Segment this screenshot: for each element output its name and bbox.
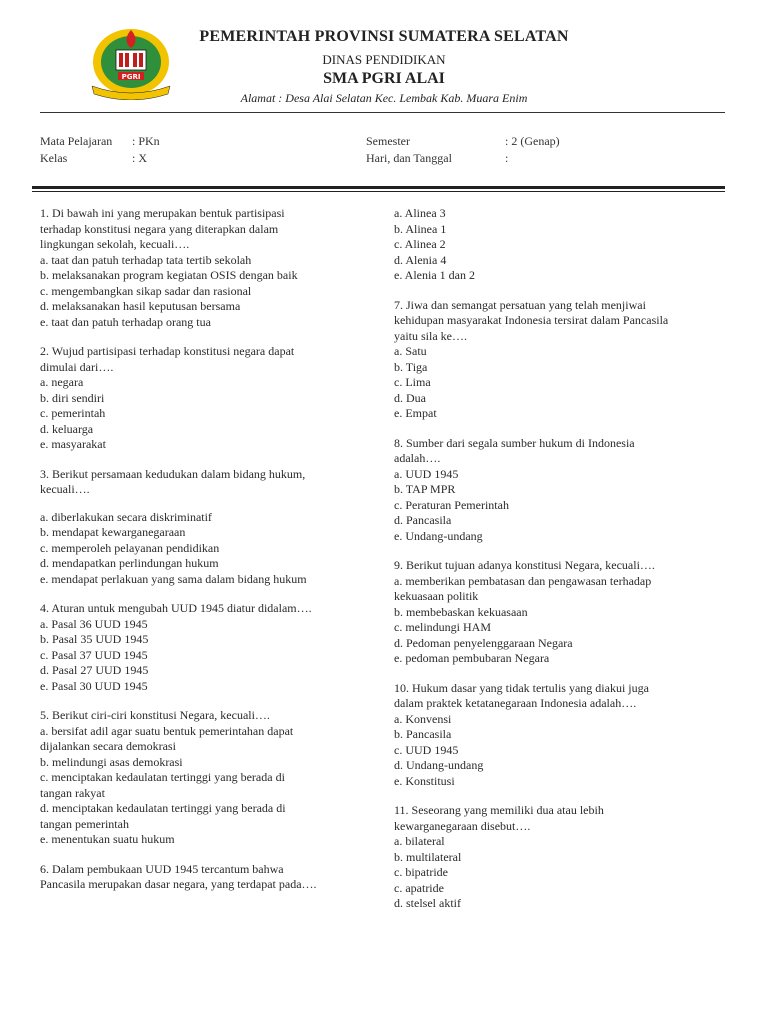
answer-option: c. Pasal 37 UUD 1945 <box>40 647 148 662</box>
answer-option: d. Alenia 4 <box>394 252 447 267</box>
question-text: terhadap konstitusi negara yang diterapkan dalam <box>40 221 279 236</box>
answer-option: a. negara <box>40 375 84 389</box>
section-divider-thin <box>32 191 725 192</box>
class-label: Kelas <box>40 151 68 165</box>
answer-option: d. Pasal 27 UUD 1945 <box>40 663 149 677</box>
question-block <box>394 558 729 667</box>
answer-option: dijalankan secara demokrasi <box>40 739 176 753</box>
header-school-name: SMA PGRI ALAI <box>323 70 445 87</box>
section-divider-thick <box>32 186 725 189</box>
answer-option: b. multilateral <box>394 849 462 864</box>
question-block <box>394 206 729 284</box>
question-text: kecuali…. <box>40 482 90 496</box>
subject-label: Mata Pelajaran <box>40 134 113 148</box>
answer-option: c. UUD 1945 <box>394 742 459 757</box>
questions-left-column <box>40 206 380 907</box>
spacer <box>40 498 380 510</box>
question-text: 2. Wujud partisipasi terhadap konstitusi negara dapat <box>40 344 295 358</box>
answer-option: a. bersifat adil agar suatu bentuk pemerintahan dapat <box>40 723 294 738</box>
answer-option: e. taat dan patuh terhadap orang tua <box>40 314 211 329</box>
question-text: 8. Sumber dari segala sumber hukum di Indonesia <box>394 435 635 450</box>
question-block <box>394 436 729 545</box>
answer-option: e. masyarakat <box>40 437 106 451</box>
answer-option: d. Undang-undang <box>394 758 484 772</box>
question-text: kewarganegaraan disebut…. <box>394 818 531 833</box>
question-text: 1. Di bawah ini yang merupakan bentuk partisipasi <box>40 206 285 220</box>
question-text: kehidupan masyarakat Indonesia tersirat dalam Pancasila <box>394 313 669 327</box>
question-text: 3. Berikut persamaan kedudukan dalam bidang hukum, <box>40 466 306 481</box>
semester-label: Semester <box>366 134 410 148</box>
answer-option: c. melindungi HAM <box>394 620 491 634</box>
answer-option: a. diberlakukan secara diskriminatif <box>40 509 212 524</box>
answer-option: a. Satu <box>394 344 427 358</box>
answer-option: c. mengembangkan sikap sadar dan rasional <box>40 283 252 298</box>
question-block <box>394 803 729 912</box>
question-text: 10. Hukum dasar yang tidak tertulis yang diakui juga <box>394 680 649 695</box>
question-block <box>40 206 380 330</box>
answer-option: e. mendapat perlakuan yang sama dalam bidang hukum <box>40 571 307 586</box>
answer-option: e. menentukan suatu hukum <box>40 832 175 846</box>
answer-option: kekuasaan politik <box>394 589 479 603</box>
question-text: 9. Berikut tujuan adanya konstitusi Negara, kecuali…. <box>394 558 655 572</box>
answer-option: c. memperoleh pelayanan pendidikan <box>40 540 220 555</box>
question-text: yaitu sila ke…. <box>394 328 467 343</box>
question-text: 6. Dalam pembukaan UUD 1945 tercantum bahwa <box>40 861 284 876</box>
answer-option: b. Alinea 1 <box>394 221 447 236</box>
answer-option: c. Alinea 2 <box>394 237 446 251</box>
answer-option: d. melaksanakan hasil keputusan bersama <box>40 299 241 313</box>
answer-option: c. pemerintah <box>40 406 106 420</box>
question-block <box>394 298 729 422</box>
question-block <box>40 467 380 588</box>
date-label: Hari, dan Tanggal <box>366 151 452 165</box>
answer-option: a. bilateral <box>394 834 445 848</box>
answer-option: b. diri sendiri <box>40 390 105 405</box>
answer-option: b. Pasal 35 UUD 1945 <box>40 632 149 646</box>
answer-option: a. Pasal 36 UUD 1945 <box>40 616 148 631</box>
answer-option: c. Lima <box>394 375 431 389</box>
header-divider <box>40 112 725 113</box>
question-text: 4. Aturan untuk mengubah UUD 1945 diatur didalam…. <box>40 601 312 615</box>
answer-option: b. mendapat kewarganegaraan <box>40 525 186 539</box>
header-government: PEMERINTAH PROVINSI SUMATERA SELATAN <box>199 28 569 45</box>
answer-option: d. Dua <box>394 390 426 405</box>
answer-option: c. bipatride <box>394 865 448 879</box>
answer-option: d. menciptakan kedaulatan tertinggi yang berada di <box>40 801 286 815</box>
answer-option: tangan rakyat <box>40 785 105 800</box>
answer-option: c. menciptakan kedaulatan tertinggi yang berada di <box>40 770 285 784</box>
question-text: Pancasila merupakan dasar negara, yang terdapat pada…. <box>40 877 317 891</box>
answer-option: d. Pedoman penyelenggaraan Negara <box>394 635 573 650</box>
question-text: adalah…. <box>394 451 441 465</box>
answer-option: b. melaksanakan program kegiatan OSIS dengan baik <box>40 268 298 282</box>
answer-option: b. melindungi asas demokrasi <box>40 754 183 769</box>
question-text: dimulai dari…. <box>40 359 114 374</box>
answer-option: d. keluarga <box>40 421 94 436</box>
question-block <box>394 681 729 790</box>
answer-option: c. Peraturan Pemerintah <box>394 497 509 512</box>
questions-right-column <box>394 206 729 926</box>
question-text: 5. Berikut ciri-ciri konstitusi Negara, kecuali…. <box>40 708 270 722</box>
answer-option: a. memberikan pembatasan dan pengawasan terhadap <box>394 573 652 588</box>
answer-option: d. stelsel aktif <box>394 896 461 910</box>
question-block <box>40 862 380 893</box>
answer-option: e. Pasal 30 UUD 1945 <box>40 678 148 693</box>
answer-option: b. Pancasila <box>394 727 452 741</box>
answer-option: a. Alinea 3 <box>394 206 446 220</box>
logo-text: PGRI <box>121 73 141 81</box>
semester-value: : 2 (Genap) <box>505 134 560 148</box>
question-text: dalam praktek ketatanegaraan Indonesia adalah…. <box>394 696 637 710</box>
answer-option: e. Konstitusi <box>394 773 455 788</box>
subject-value: : PKn <box>132 134 160 148</box>
date-value: : <box>505 151 509 165</box>
answer-option: a. taat dan patuh terhadap tata tertib sekolah <box>40 252 252 267</box>
question-block <box>40 344 380 453</box>
question-text: 11. Seseorang yang memiliki dua atau lebih <box>394 803 604 817</box>
question-block <box>40 601 380 694</box>
answer-option: e. pedoman pembubaran Negara <box>394 651 550 665</box>
answer-option: d. Pancasila <box>394 513 452 527</box>
answer-option: b. Tiga <box>394 359 428 374</box>
header-address: Alamat : Desa Alai Selatan Kec. Lembak Kab. Muara Enim <box>240 91 528 105</box>
class-value: : X <box>132 151 147 165</box>
question-text: lingkungan sekolah, kecuali…. <box>40 237 190 251</box>
question-text: 7. Jiwa dan semangat persatuan yang telah menjiwai <box>394 297 646 312</box>
answer-option: tangan pemerintah <box>40 816 129 831</box>
header-department: DINAS PENDIDIKAN <box>322 52 446 67</box>
answer-option: e. Empat <box>394 406 437 420</box>
question-block <box>40 708 380 848</box>
answer-option: e. Undang-undang <box>394 528 483 543</box>
answer-option: b. membebaskan kekuasaan <box>394 604 528 619</box>
answer-option: b. TAP MPR <box>394 482 456 496</box>
answer-option: d. mendapatkan perlindungan hukum <box>40 556 219 570</box>
answer-option: a. UUD 1945 <box>394 466 459 481</box>
answer-option: a. Konvensi <box>394 711 452 726</box>
answer-option: c. apatride <box>394 880 444 895</box>
answer-option: e. Alenia 1 dan 2 <box>394 268 475 282</box>
